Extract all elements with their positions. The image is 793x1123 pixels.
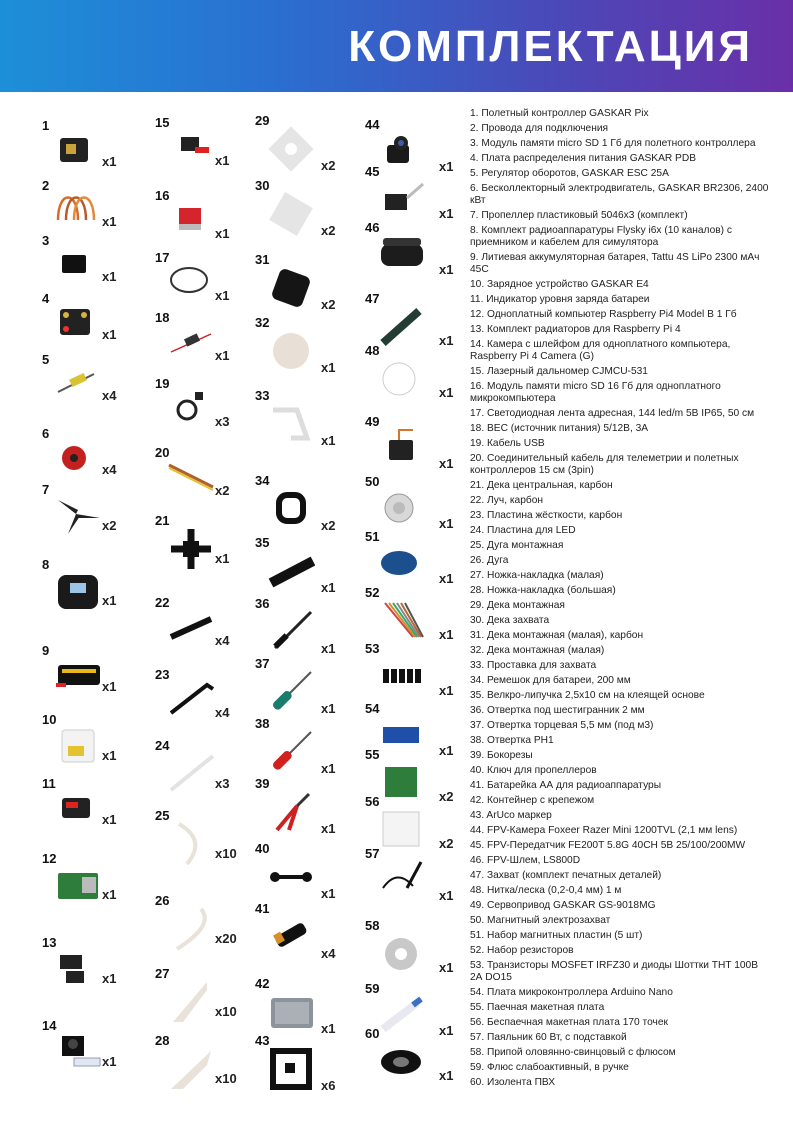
list-item: 43. ArUco маркер (470, 810, 552, 821)
list-item: 50. Магнитный электрозахват (470, 915, 611, 926)
velcro-icon (267, 547, 315, 595)
item-number: 23 (155, 667, 170, 682)
item-quantity: x2 (102, 518, 117, 533)
camera-module-icon (54, 1030, 102, 1078)
charger-icon (54, 724, 102, 772)
list-item: 44. FPV-Камера Foxeer Razer Mini 1200TVL (2,1 мм lens) (470, 825, 738, 836)
item-number: 25 (155, 808, 170, 823)
item-number: 60 (365, 1026, 380, 1041)
item-number: 37 (255, 656, 270, 671)
item-quantity: x1 (215, 153, 230, 168)
list-item: 35. Велкро-липучка 2,5х10 см на клеящей основе (470, 690, 705, 701)
item-number: 32 (255, 315, 270, 330)
list-item: 40. Ключ для пропеллеров (470, 765, 597, 776)
list-item: 32. Дека монтажная (малая) (470, 645, 605, 656)
item-number: 9 (42, 643, 50, 658)
item-quantity: x1 (439, 206, 454, 221)
list-item: 46. FPV-Шлем, LS800D (470, 855, 581, 866)
large-leg-icon (167, 1045, 215, 1093)
item-quantity: x1 (102, 748, 117, 763)
kit-item (365, 1026, 475, 1096)
item-quantity: x1 (439, 627, 454, 642)
list-item: 56. Беспаечная макетная плата 170 точек (470, 1017, 668, 1028)
small-leg-icon (167, 978, 215, 1026)
item-quantity: x6 (321, 1078, 336, 1093)
list-item: 1. Полетный контроллер GASKAR Pix (470, 108, 649, 119)
item-quantity: x4 (102, 388, 117, 403)
led-strip-icon (167, 262, 215, 310)
list-item: 36. Отвертка под шестигранник 2 мм (470, 705, 645, 716)
item-quantity: x1 (439, 888, 454, 903)
side-cutters-icon (267, 788, 315, 836)
item-quantity: x4 (215, 705, 230, 720)
item-number: 11 (42, 776, 56, 791)
list-item: 59. Флюс слабоактивный, в ручке (470, 1062, 629, 1073)
kit-item (255, 901, 365, 971)
grip-deck-icon (267, 190, 315, 238)
item-quantity: x1 (439, 159, 454, 174)
battery-icon (54, 655, 102, 703)
kit-item (155, 738, 265, 808)
list-item: 27. Ножка-накладка (малая) (470, 570, 604, 581)
kit-item (42, 643, 152, 713)
fpv-transmitter-icon (377, 176, 425, 224)
sd-card-16-icon (167, 200, 215, 248)
item-quantity: x2 (439, 789, 454, 804)
resistors-icon (377, 597, 425, 645)
item-quantity: x1 (439, 960, 454, 975)
telemetry-cable-icon (167, 457, 215, 505)
item-quantity: x2 (215, 483, 230, 498)
item-number: 36 (255, 596, 270, 611)
item-quantity: x4 (215, 633, 230, 648)
item-number: 58 (365, 918, 380, 933)
item-quantity: x1 (102, 1054, 117, 1069)
kit-item (155, 1033, 265, 1103)
item-quantity: x1 (102, 971, 117, 986)
list-item: 54. Плата микроконтроллера Arduino Nano (470, 987, 673, 998)
list-item: 2. Провода для подключения (470, 123, 609, 134)
kit-item (42, 291, 152, 361)
header-banner (0, 0, 793, 92)
spacer-icon (267, 400, 315, 448)
item-quantity: x1 (102, 214, 117, 229)
list-item: 53. Транзисторы MOSFET IRFZ30 и диоды Шоттки THT 100В 2А DO15 (470, 960, 759, 983)
list-item: 30. Дека захвата (470, 615, 550, 626)
kit-item (42, 1018, 152, 1088)
list-item: 29. Дека монтажная (470, 600, 565, 611)
kit-item (42, 776, 152, 846)
list-item: 23. Пластина жёсткости, карбон (470, 510, 623, 521)
kit-item (42, 935, 152, 1005)
item-number: 21 (155, 513, 170, 528)
list-item: 57. Паяльник 60 Вт, с подставкой (470, 1032, 627, 1043)
item-number: 18 (155, 310, 170, 325)
transistors-icon (377, 653, 425, 701)
kit-item (255, 1033, 365, 1103)
center-deck-icon (167, 525, 215, 573)
list-item: 22. Луч, карбон (470, 495, 543, 506)
list-item: 47. Захват (комплект печатных деталей) (470, 870, 662, 881)
item-number: 33 (255, 388, 270, 403)
kit-item (42, 557, 152, 627)
item-quantity: x1 (439, 262, 454, 277)
list-item: 51. Набор магнитных пластин (5 шт) (470, 930, 643, 941)
item-number: 35 (255, 535, 270, 550)
list-item: 60. Изолента ПВХ (470, 1077, 556, 1088)
list-item: 42. Контейнер с крепежом (470, 795, 595, 806)
item-number: 10 (42, 712, 57, 727)
list-item: 14. Камера с шлейфом для одноплатного компьютера, Raspberry Pi 4 Camera (G) (470, 339, 731, 362)
item-number: 5 (42, 352, 50, 367)
list-item: 17. Светодиодная лента адресная, 144 led/m 5В IP65, 50 см (470, 408, 755, 419)
item-quantity: x1 (102, 812, 117, 827)
list-item: 34. Ремешок для батареи, 200 мм (470, 675, 631, 686)
item-number: 4 (42, 291, 50, 306)
mount-deck-icon (267, 125, 315, 173)
page-title: КОМПЛЕКТАЦИЯ (348, 22, 753, 71)
item-number: 31 (255, 252, 270, 267)
item-number: 8 (42, 557, 50, 572)
kit-item (255, 473, 365, 543)
item-quantity: x1 (439, 571, 454, 586)
list-item: 24. Пластина для LED (470, 525, 576, 536)
item-number: 34 (255, 473, 270, 488)
item-number: 44 (365, 117, 380, 132)
item-number: 26 (155, 893, 170, 908)
kit-item (155, 667, 265, 737)
sd-card-icon (54, 245, 102, 293)
item-number: 28 (155, 1033, 170, 1048)
item-quantity: x1 (439, 516, 454, 531)
mount-arc-icon (167, 820, 215, 868)
item-number: 57 (365, 846, 380, 861)
battery-strap-icon (267, 485, 315, 533)
item-quantity: x1 (439, 456, 454, 471)
item-number: 22 (155, 595, 170, 610)
magnetic-plates-icon (377, 541, 425, 589)
item-number: 48 (365, 343, 380, 358)
item-quantity: x1 (102, 327, 117, 342)
carbon-small-deck-icon (267, 264, 315, 312)
list-item: 25. Дуга монтажная (470, 540, 564, 551)
kit-item (365, 343, 475, 413)
battery-indicator-icon (54, 788, 102, 836)
kit-item (255, 113, 365, 183)
item-quantity: x10 (215, 846, 237, 861)
item-quantity: x2 (321, 297, 336, 312)
socket-screwdriver-icon (267, 668, 315, 716)
container-icon (267, 988, 315, 1036)
list-item: 41. Батарейка АА для радиоаппаратуры (470, 780, 662, 791)
kit-item (155, 445, 265, 515)
item-quantity: x1 (321, 821, 336, 836)
list-item: 55. Паечная макетная плата (470, 1002, 605, 1013)
item-quantity: x1 (439, 1068, 454, 1083)
list-item: 49. Сервопривод GASKAR GS-9018MG (470, 900, 656, 911)
solder-icon (377, 930, 425, 978)
kit-item (42, 712, 152, 782)
list-item: 3. Модуль памяти micro SD 1 Гб для полетного контроллера (470, 138, 756, 149)
kit-item (42, 851, 152, 921)
item-number: 12 (42, 851, 57, 866)
item-number: 41 (255, 901, 270, 916)
kit-item (255, 776, 365, 846)
kit-item (155, 115, 265, 185)
item-number: 16 (155, 188, 170, 203)
item-number: 59 (365, 981, 380, 996)
kit-item (365, 846, 475, 916)
item-quantity: x1 (321, 761, 336, 776)
list-item: 7. Пропеллер пластиковый 5046х3 (комплект) (470, 210, 688, 221)
item-quantity: x20 (215, 931, 237, 946)
list-item: 5. Регулятор оборотов, GASKAR ESC 25A (470, 168, 669, 179)
item-quantity: x1 (439, 743, 454, 758)
item-quantity: x1 (102, 154, 117, 169)
kit-item (365, 220, 475, 290)
motor-icon (54, 438, 102, 486)
item-quantity: x2 (321, 158, 336, 173)
kit-item (155, 893, 265, 963)
item-number: 53 (365, 641, 380, 656)
list-item: 37. Отвертка торцевая 5,5 мм (под м3) (470, 720, 654, 731)
usb-cable-icon (167, 388, 215, 436)
item-quantity: x1 (102, 269, 117, 284)
item-quantity: x1 (102, 593, 117, 608)
item-number: 43 (255, 1033, 270, 1048)
list-item: 26. Дуга (470, 555, 509, 566)
aa-battery-icon (267, 913, 315, 961)
item-quantity: x1 (321, 1021, 336, 1036)
hex-screwdriver-icon (267, 608, 315, 656)
item-quantity: x1 (321, 701, 336, 716)
item-quantity: x10 (215, 1071, 237, 1086)
list-item: 15. Лазерный дальномер CJMCU-531 (470, 366, 648, 377)
kit-item (155, 595, 265, 665)
list-item: 18. ВЕС (источник питания) 5/12В, 3А (470, 423, 649, 434)
led-plate-icon (167, 750, 215, 798)
item-number: 39 (255, 776, 270, 791)
item-number: 47 (365, 291, 380, 306)
kit-item (255, 388, 365, 458)
bec-icon (167, 322, 215, 370)
item-quantity: x1 (321, 433, 336, 448)
list-item: 13. Комплект радиаторов для Raspberry Pi 4 (470, 324, 681, 335)
item-number: 3 (42, 233, 50, 248)
aruco-marker-icon (267, 1045, 315, 1093)
item-quantity: x4 (321, 946, 336, 961)
item-quantity: x10 (215, 1004, 237, 1019)
soldering-iron-icon (377, 858, 425, 906)
item-number: 46 (365, 220, 380, 235)
item-quantity: x4 (102, 462, 117, 477)
kit-item (255, 252, 365, 322)
list-item: 28. Ножка-накладка (большая) (470, 585, 616, 596)
item-number: 15 (155, 115, 170, 130)
list-item: 58. Припой оловянно-свинцовый с флюсом (470, 1047, 676, 1058)
item-number: 24 (155, 738, 170, 753)
item-quantity: x2 (439, 836, 454, 851)
item-number: 13 (42, 935, 57, 950)
kit-item (155, 376, 265, 446)
item-number: 6 (42, 426, 50, 441)
item-number: 29 (255, 113, 270, 128)
list-item: 16. Модуль памяти micro SD 16 Гб для одноплатного микрокомпьютера (470, 381, 721, 404)
item-quantity: x1 (102, 887, 117, 902)
electrical-tape-icon (377, 1038, 425, 1086)
item-quantity: x1 (321, 580, 336, 595)
heatsink-icon (54, 947, 102, 995)
list-item: 10. Зарядное устройство GASKAR E4 (470, 279, 649, 290)
item-number: 30 (255, 178, 270, 193)
list-item: 39. Бокорезы (470, 750, 533, 761)
flight-controller-icon (54, 130, 102, 178)
carbon-plate-icon (167, 679, 215, 727)
item-number: 27 (155, 966, 170, 981)
list-item: 21. Дека центральная, карбон (470, 480, 613, 491)
wires-icon (54, 190, 102, 238)
list-item: 33. Проставка для захвата (470, 660, 597, 671)
item-number: 40 (255, 841, 270, 856)
item-number: 45 (365, 164, 380, 179)
esc-icon (54, 364, 102, 412)
list-item: 48. Нитка/леска (0,2-0,4 мм) 1 м (470, 885, 622, 896)
item-quantity: x3 (215, 776, 230, 791)
kit-item (42, 352, 152, 422)
item-quantity: x1 (439, 1023, 454, 1038)
item-quantity: x1 (102, 679, 117, 694)
list-item: 11. Индикатор уровня заряда батареи (470, 294, 650, 305)
list-item: 9. Литиевая аккумуляторная батарея, Tattu 4S LiPo 2300 мАч 45С (470, 252, 760, 275)
item-quantity: x1 (215, 288, 230, 303)
item-number: 54 (365, 701, 380, 716)
kit-item (255, 315, 365, 385)
list-item: 52. Набор резисторов (470, 945, 574, 956)
list-item: 38. Отвертка PH1 (470, 735, 554, 746)
list-item: 19. Кабель USB (470, 438, 545, 449)
list-item: 12. Одноплатный компьютер Raspberry Pi4 Model B 1 Гб (470, 309, 737, 320)
item-number: 7 (42, 482, 50, 497)
arc-icon (167, 905, 215, 953)
item-number: 20 (155, 445, 170, 460)
electromagnet-icon (377, 486, 425, 534)
kit-item (42, 482, 152, 552)
item-number: 50 (365, 474, 380, 489)
item-quantity: x1 (321, 641, 336, 656)
item-number: 17 (155, 250, 170, 265)
item-number: 1 (42, 118, 50, 133)
item-quantity: x1 (439, 683, 454, 698)
item-number: 49 (365, 414, 380, 429)
propeller-icon (54, 494, 102, 542)
laser-rangefinder-icon (167, 127, 215, 175)
item-number: 42 (255, 976, 270, 991)
item-quantity: x1 (321, 360, 336, 375)
item-quantity: x1 (215, 551, 230, 566)
item-number: 55 (365, 747, 380, 762)
list-item: 4. Плата распределения питания GASKAR PDB (470, 153, 697, 164)
pdb-board-icon (54, 303, 102, 351)
arm-icon (167, 607, 215, 655)
list-item: 20. Соединительный кабель для телеметрии и полетных контроллеров 15 см (3pin) (470, 453, 739, 476)
prop-wrench-icon (267, 853, 315, 901)
kit-item (155, 808, 265, 878)
transmitter-icon (54, 569, 102, 617)
item-number: 38 (255, 716, 270, 731)
item-quantity: x2 (321, 518, 336, 533)
small-deck-icon (267, 327, 315, 375)
item-quantity: x1 (321, 886, 336, 901)
kit-item (255, 535, 365, 605)
list-item: 8. Комплект радиоаппаратуры Flysky i6x (10 каналов) с приемником и кабелем для симулятора (470, 225, 733, 248)
item-number: 14 (42, 1018, 57, 1033)
item-quantity: x1 (215, 348, 230, 363)
item-quantity: x1 (439, 385, 454, 400)
list-item: 6. Бесколлекторный электродвигатель, GASKAR BR2306, 2400 кВт (470, 183, 769, 206)
item-number: 52 (365, 585, 380, 600)
raspberry-pi-icon (54, 863, 102, 911)
fpv-goggles-icon (377, 232, 425, 280)
item-number: 2 (42, 178, 50, 193)
thread-icon (377, 355, 425, 403)
kit-item (365, 918, 475, 988)
kit-item (155, 310, 265, 380)
item-number: 51 (365, 529, 380, 544)
item-number: 56 (365, 794, 380, 809)
item-list (470, 108, 770, 1092)
kit-item (155, 188, 265, 258)
item-quantity: x1 (215, 226, 230, 241)
ph1-screwdriver-icon (267, 728, 315, 776)
list-item: 45. FPV-Передатчик FE200T 5.8G 40CH 5В 25/100/200MW (470, 840, 746, 851)
servo-icon (377, 426, 425, 474)
item-number: 19 (155, 376, 170, 391)
kit-item (155, 966, 265, 1036)
item-quantity: x1 (439, 333, 454, 348)
list-item: 31. Дека монтажная (малая), карбон (470, 630, 644, 641)
kit-item (155, 513, 265, 583)
item-quantity: x3 (215, 414, 230, 429)
item-quantity: x2 (321, 223, 336, 238)
kit-item (255, 178, 365, 248)
